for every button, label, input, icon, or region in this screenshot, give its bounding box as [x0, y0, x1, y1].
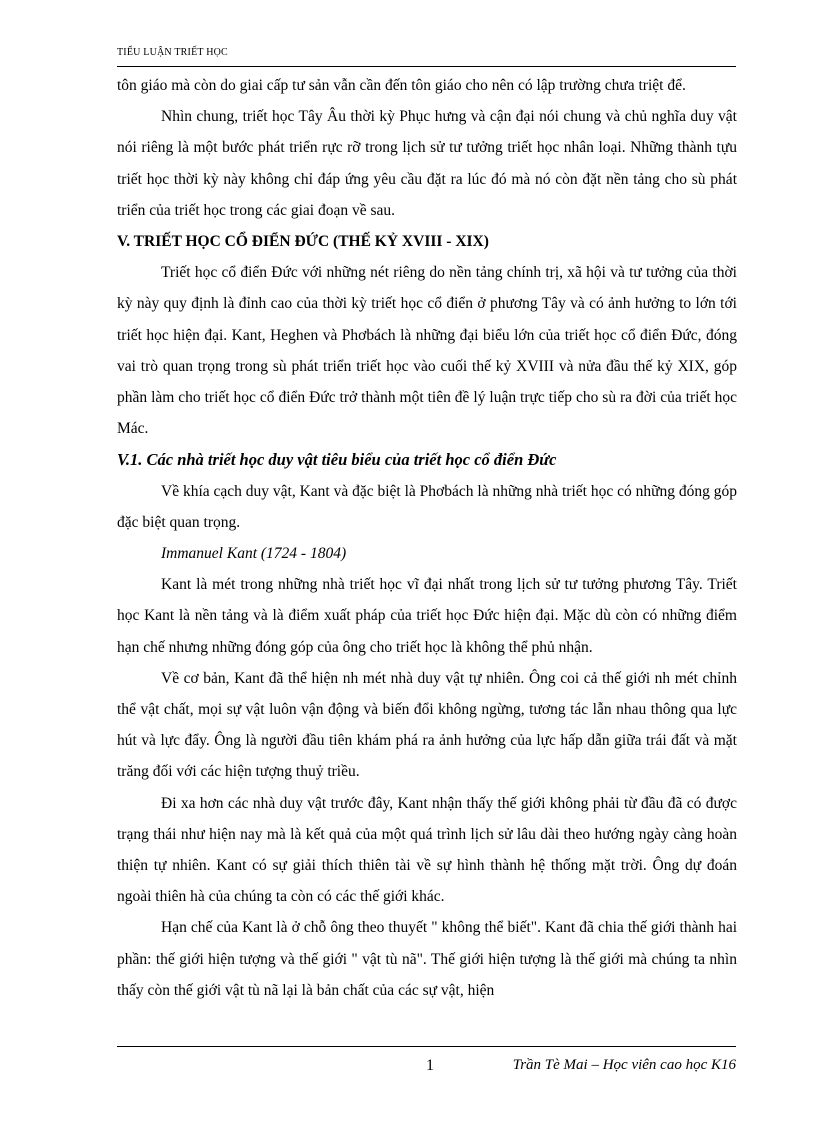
- header-rule: [117, 66, 736, 67]
- page-number: 1: [426, 1057, 434, 1074]
- paragraph-summary: Nhìn chung, triết học Tây Âu thời kỳ Phục hưng và cận đại nói chung và chủ nghĩa duy vật nói riêng là một bước phát triển rực rỡ trong lịch sử tư tưởng triết học nhân loại. Những thành tựu triết học thời kỳ này không chỉ đáp ứng yêu cầu đặt ra lúc đó mà nó còn đặt nền tảng cho sù phát triển của triết học trong các giai đoạn về sau.: [117, 108, 737, 219]
- subsection-heading: V.1. Các nhà triết học duy vật tiêu biểu của triết học cổ điển Đức: [117, 450, 557, 470]
- paragraph-materialism: Về khía cạch duy vật, Kant và đặc biệt là Phơbách là những nhà triết học có những đóng góp đặc biệt quan trọng.: [117, 482, 737, 531]
- paragraph-kant-limits: Hạn chế của Kant là ở chỗ ông theo thuyết " không thể biết". Kant đã chia thế giới thành hai phần: thế giới hiện tượng và thế giới " vật tù nã". Thế giới hiện tượng là thế giới mà chúng ta nhìn thấy còn thế giới vật tù nã lại là bản chất của các sự vật, hiện: [117, 919, 737, 999]
- paragraph-continuation: tôn giáo mà còn do giai cấp tư sản vẫn cần đến tôn giáo cho nên có lập trường chưa triệt để.: [117, 77, 686, 94]
- page-body: [117, 70, 737, 1006]
- kant-subheading: Immanuel Kant (1724 - 1804): [161, 545, 347, 563]
- paragraph-kant-nature: Về cơ bản, Kant đã thể hiện nh mét nhà duy vật tự nhiên. Ông coi cả thế giới nh mét chỉnh thể vật chất, mọi sự vật luôn vận động và biến đổi không ngừng, tương tác lẫn nhau thông qua lực hút và lực đẩy. Ông là người đầu tiên khám phá ra ảnh hưởng của lực hấp dẫn giữa trái đất và mặt trăng đối với các hiện tượng thuỷ triều.: [117, 669, 737, 781]
- paragraph-kant-intro: Kant là mét trong những nhà triết học vĩ đại nhất trong lịch sử tư tưởng phương Tây. Triết học Kant là nền tảng và là điểm xuất pháp của triết học Đức hiện đại. Mặc dù còn có những điểm hạn chế nhưng những đóng góp của ông cho triết học là không thể phủ nhận.: [117, 576, 737, 656]
- section-heading: V. TRIẾT HỌC CỔ ĐIỂN ĐỨC (THẾ KỶ XVIII - XIX): [117, 233, 489, 251]
- paragraph-intro: Triết học cổ điển Đức với những nét riêng do nền tảng chính trị, xã hội và tư tưởng của thời kỳ này quy định là đỉnh cao của thời kỳ triết học cổ điển ở phương Tây và có ảnh hưởng to lớn tới triết học hiện đại. Kant, Heghen và Phơbách là những đại biểu lớn của triết học cổ điển Đức, đóng vai trò quan trọng trong sù phát triển triết học vào cuối thế kỷ XVIII và nửa đầu thế kỷ XIX, góp phần làm cho triết học cổ điển Đức trở thành một tiên đề lý luận trực tiếp cho sù ra đời của triết học Mác.: [117, 264, 737, 438]
- footer-rule: [117, 1046, 736, 1047]
- paragraph-kant-world: Đi xa hơn các nhà duy vật trước đây, Kant nhận thấy thế giới không phải từ đầu đã có được trạng thái như hiện nay mà là kết quả của một quá trình lịch sử lâu dài theo hướng ngày càng hoàn thiện tự nhiên. Kant có sự giải thích thiên tài về sự hình thành hệ thống mặt trời. Ông dự đoán ngoài thiên hà của chúng ta còn có các thế giới khác.: [117, 794, 737, 906]
- running-header: TIỂU LUẬN TRIẾT HỌC: [117, 47, 228, 58]
- footer-author: Trần Tè Mai – Học viên cao học K16: [512, 1057, 736, 1073]
